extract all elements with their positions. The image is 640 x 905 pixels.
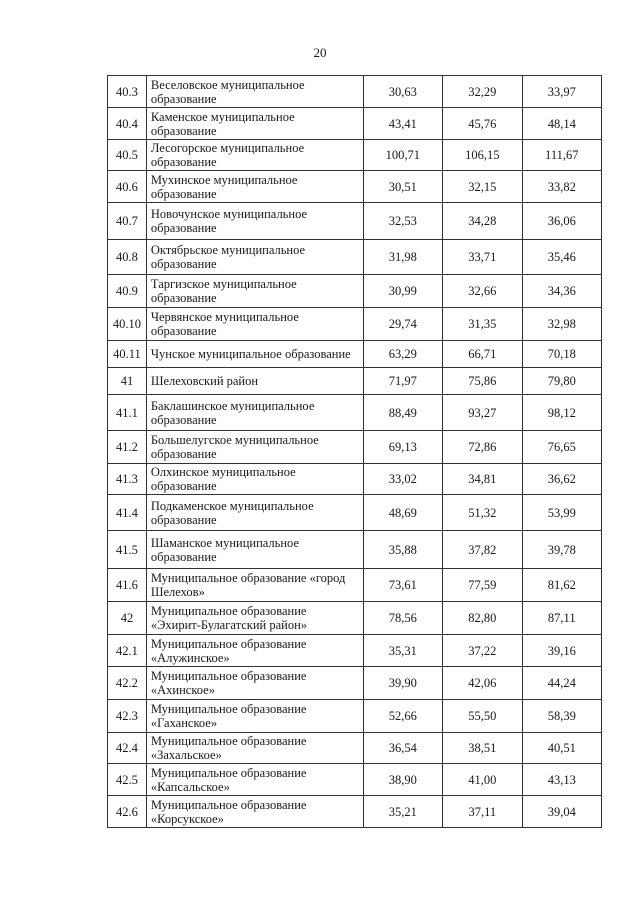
value-2: 34,28 bbox=[443, 203, 523, 240]
row-number: 41.6 bbox=[108, 569, 147, 602]
table-row bbox=[108, 76, 602, 108]
value-1: 43,41 bbox=[363, 108, 443, 140]
row-number: 42.1 bbox=[108, 635, 147, 667]
value-3: 36,06 bbox=[522, 203, 601, 240]
value-2: 32,29 bbox=[443, 76, 523, 108]
row-number: 41.2 bbox=[108, 431, 147, 464]
value-3: 43,13 bbox=[522, 764, 601, 796]
table-row bbox=[108, 602, 602, 635]
value-1: 88,49 bbox=[363, 395, 443, 431]
value-3: 111,67 bbox=[522, 140, 601, 171]
value-1: 39,90 bbox=[363, 667, 443, 700]
value-3: 81,62 bbox=[522, 569, 601, 602]
table-row bbox=[108, 796, 602, 828]
value-1: 52,66 bbox=[363, 700, 443, 733]
municipality-name: Муниципальное образование «Захальское» bbox=[146, 733, 363, 764]
value-1: 48,69 bbox=[363, 495, 443, 531]
municipality-name: Олхинское муниципальное образование bbox=[146, 464, 363, 495]
row-number: 40.5 bbox=[108, 140, 147, 171]
value-1: 78,56 bbox=[363, 602, 443, 635]
municipality-name: Мухинское муниципальное образование bbox=[146, 171, 363, 203]
municipality-name: Муниципальное образование «Корсукское» bbox=[146, 796, 363, 828]
row-number: 40.10 bbox=[108, 308, 147, 341]
table-row bbox=[108, 203, 602, 240]
value-1: 69,13 bbox=[363, 431, 443, 464]
value-3: 35,46 bbox=[522, 240, 601, 275]
table-body bbox=[108, 76, 602, 828]
municipality-name: Муниципальное образование «Гаханское» bbox=[146, 700, 363, 733]
municipality-name: Новочунское муниципальное образование bbox=[146, 203, 363, 240]
municipality-name: Муниципальное образование «Алужинское» bbox=[146, 635, 363, 667]
value-3: 33,82 bbox=[522, 171, 601, 203]
value-1: 71,97 bbox=[363, 368, 443, 395]
table-row bbox=[108, 667, 602, 700]
value-1: 63,29 bbox=[363, 341, 443, 368]
municipality-name: Лесогорское муниципальное образование bbox=[146, 140, 363, 171]
value-3: 36,62 bbox=[522, 464, 601, 495]
value-2: 55,50 bbox=[443, 700, 523, 733]
value-1: 33,02 bbox=[363, 464, 443, 495]
municipality-name: Октябрьское муниципальное образование bbox=[146, 240, 363, 275]
value-2: 32,66 bbox=[443, 275, 523, 308]
value-1: 38,90 bbox=[363, 764, 443, 796]
value-2: 41,00 bbox=[443, 764, 523, 796]
row-number: 40.7 bbox=[108, 203, 147, 240]
row-number: 42.5 bbox=[108, 764, 147, 796]
value-2: 33,71 bbox=[443, 240, 523, 275]
table-row bbox=[108, 431, 602, 464]
value-3: 48,14 bbox=[522, 108, 601, 140]
municipality-name: Подкаменское муниципальное образование bbox=[146, 495, 363, 531]
table-row bbox=[108, 764, 602, 796]
value-2: 93,27 bbox=[443, 395, 523, 431]
value-2: 77,59 bbox=[443, 569, 523, 602]
row-number: 41.3 bbox=[108, 464, 147, 495]
value-1: 32,53 bbox=[363, 203, 443, 240]
value-2: 37,11 bbox=[443, 796, 523, 828]
value-3: 79,80 bbox=[522, 368, 601, 395]
value-1: 35,88 bbox=[363, 531, 443, 569]
value-1: 35,31 bbox=[363, 635, 443, 667]
value-3: 32,98 bbox=[522, 308, 601, 341]
value-2: 45,76 bbox=[443, 108, 523, 140]
value-3: 39,16 bbox=[522, 635, 601, 667]
value-3: 76,65 bbox=[522, 431, 601, 464]
municipality-name: Баклашинское муниципальное образование bbox=[146, 395, 363, 431]
table-row bbox=[108, 733, 602, 764]
value-2: 31,35 bbox=[443, 308, 523, 341]
row-number: 40.11 bbox=[108, 341, 147, 368]
municipality-name: Червянское муниципальное образование bbox=[146, 308, 363, 341]
value-1: 30,63 bbox=[363, 76, 443, 108]
page-number: 20 bbox=[313, 45, 327, 60]
table-row bbox=[108, 395, 602, 431]
data-table bbox=[107, 75, 602, 828]
table-row bbox=[108, 531, 602, 569]
table-row bbox=[108, 240, 602, 275]
row-number: 42.6 bbox=[108, 796, 147, 828]
value-2: 82,80 bbox=[443, 602, 523, 635]
table-row bbox=[108, 635, 602, 667]
row-number: 42 bbox=[108, 602, 147, 635]
municipality-name: Муниципальное образование «город Шелехов» bbox=[146, 569, 363, 602]
value-1: 100,71 bbox=[363, 140, 443, 171]
municipality-name: Таргизское муниципальное образование bbox=[146, 275, 363, 308]
value-3: 39,04 bbox=[522, 796, 601, 828]
value-2: 37,22 bbox=[443, 635, 523, 667]
value-2: 106,15 bbox=[443, 140, 523, 171]
table-row bbox=[108, 275, 602, 308]
value-2: 66,71 bbox=[443, 341, 523, 368]
row-number: 40.4 bbox=[108, 108, 147, 140]
table-row bbox=[108, 495, 602, 531]
row-number: 41 bbox=[108, 368, 147, 395]
municipality-name: Муниципальное образование «Ахинское» bbox=[146, 667, 363, 700]
row-number: 41.4 bbox=[108, 495, 147, 531]
table-row bbox=[108, 341, 602, 368]
value-2: 32,15 bbox=[443, 171, 523, 203]
row-number: 42.3 bbox=[108, 700, 147, 733]
value-3: 34,36 bbox=[522, 275, 601, 308]
row-number: 41.5 bbox=[108, 531, 147, 569]
value-1: 35,21 bbox=[363, 796, 443, 828]
municipality-name: Чунское муниципальное образование bbox=[146, 341, 363, 368]
value-3: 58,39 bbox=[522, 700, 601, 733]
value-3: 39,78 bbox=[522, 531, 601, 569]
table-row bbox=[108, 171, 602, 203]
value-2: 38,51 bbox=[443, 733, 523, 764]
value-1: 29,74 bbox=[363, 308, 443, 341]
table-row bbox=[108, 569, 602, 602]
row-number: 40.3 bbox=[108, 76, 147, 108]
municipality-name: Муниципальное образование «Эхирит-Булагатский район» bbox=[146, 602, 363, 635]
value-2: 42,06 bbox=[443, 667, 523, 700]
row-number: 41.1 bbox=[108, 395, 147, 431]
value-2: 51,32 bbox=[443, 495, 523, 531]
value-2: 37,82 bbox=[443, 531, 523, 569]
value-1: 30,99 bbox=[363, 275, 443, 308]
value-3: 40,51 bbox=[522, 733, 601, 764]
table-row bbox=[108, 108, 602, 140]
municipality-name: Каменское муниципальное образование bbox=[146, 108, 363, 140]
value-2: 75,86 bbox=[443, 368, 523, 395]
table-row bbox=[108, 700, 602, 733]
row-number: 42.4 bbox=[108, 733, 147, 764]
municipality-name: Шелеховский район bbox=[146, 368, 363, 395]
value-3: 98,12 bbox=[522, 395, 601, 431]
value-1: 31,98 bbox=[363, 240, 443, 275]
row-number: 42.2 bbox=[108, 667, 147, 700]
value-3: 53,99 bbox=[522, 495, 601, 531]
value-2: 72,86 bbox=[443, 431, 523, 464]
municipality-name: Шаманское муниципальное образование bbox=[146, 531, 363, 569]
table-row bbox=[108, 308, 602, 341]
value-3: 44,24 bbox=[522, 667, 601, 700]
municipality-name: Муниципальное образование «Капсальское» bbox=[146, 764, 363, 796]
row-number: 40.6 bbox=[108, 171, 147, 203]
row-number: 40.9 bbox=[108, 275, 147, 308]
value-3: 70,18 bbox=[522, 341, 601, 368]
value-3: 87,11 bbox=[522, 602, 601, 635]
municipality-name: Веселовское муниципальное образование bbox=[146, 76, 363, 108]
value-1: 73,61 bbox=[363, 569, 443, 602]
value-3: 33,97 bbox=[522, 76, 601, 108]
value-1: 36,54 bbox=[363, 733, 443, 764]
municipality-name: Большелугское муниципальное образование bbox=[146, 431, 363, 464]
table-row bbox=[108, 368, 602, 395]
value-1: 30,51 bbox=[363, 171, 443, 203]
value-2: 34,81 bbox=[443, 464, 523, 495]
table-row bbox=[108, 140, 602, 171]
row-number: 40.8 bbox=[108, 240, 147, 275]
table-row bbox=[108, 464, 602, 495]
